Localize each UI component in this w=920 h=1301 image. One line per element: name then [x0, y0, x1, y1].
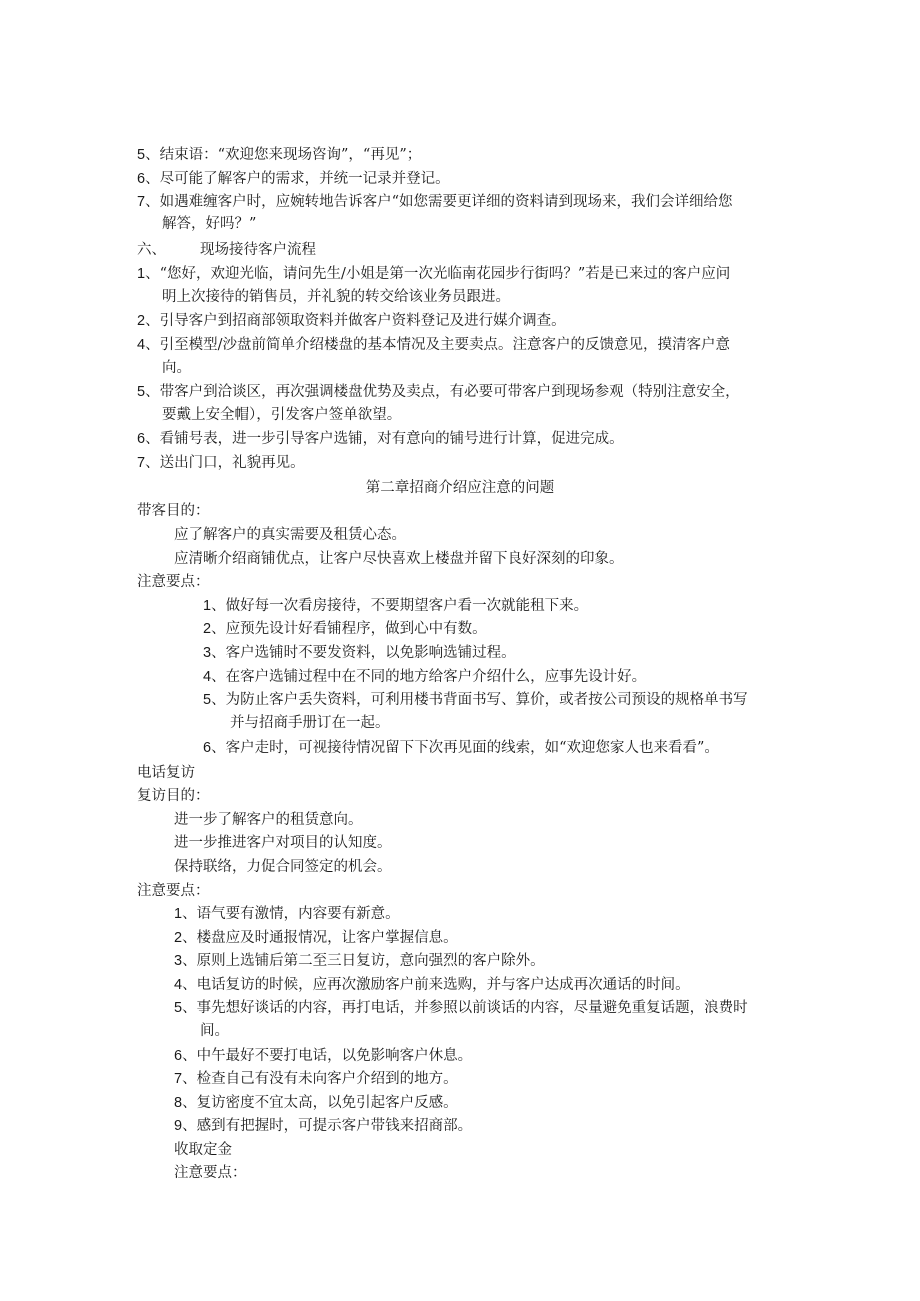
item-number: 7、	[174, 1071, 197, 1087]
item-number: 5、	[203, 692, 226, 708]
item-number: 5、	[174, 1000, 197, 1016]
list-item	[174, 998, 748, 1018]
item-text: 感到有把握时，可提示客户带钱来招商部。	[196, 1118, 473, 1134]
list-item	[137, 264, 730, 284]
chapter-title: 第二章招商介绍应注意的问题	[365, 480, 555, 496]
item-text: 事先想好谈话的内容，再打电话，并参照以前谈话的内容，尽量避免重复话题，浪费时	[196, 1000, 748, 1016]
item-number: 2、	[203, 621, 226, 637]
purpose-label: 复访目的：	[137, 788, 210, 804]
item-number: 5、	[137, 384, 160, 400]
list-item	[203, 619, 487, 639]
item-text: 客户走时，可视接待情况留下下次再见面的线索，如“欢迎您家人也来看看”。	[225, 740, 719, 756]
item-number: 1、	[203, 598, 226, 614]
points-label: 注意要点：	[137, 883, 210, 899]
purpose-label: 带客目的：	[137, 503, 210, 519]
points-label: 注意要点：	[174, 1165, 247, 1181]
item-continuation: 向。	[162, 360, 191, 376]
list-item	[137, 192, 733, 212]
points-label: 注意要点：	[137, 574, 210, 590]
item-continuation: 要戴上安全帽），引发客户签单欲望。	[162, 407, 402, 423]
list-item	[137, 311, 566, 331]
item-text: 语气要有激情，内容要有新意。	[196, 906, 400, 922]
item-number: 1、	[174, 906, 197, 922]
list-item	[174, 928, 458, 948]
item-text: 复访密度不宜太高，以免引起客户反感。	[196, 1095, 458, 1111]
list-item	[174, 1093, 458, 1113]
list-item	[137, 453, 305, 473]
list-item	[174, 951, 545, 971]
item-number: 5、	[137, 147, 160, 163]
item-number: 6、	[174, 1048, 197, 1064]
item-number: 3、	[174, 953, 197, 969]
purpose-line: 应清晰介绍商铺优点，让客户尽快喜欢上楼盘并留下良好深刻的印象。	[174, 551, 624, 567]
item-text: 结束语：“欢迎您来现场咨询”，“再见”；	[159, 147, 422, 163]
purpose-line: 进一步推进客户对项目的认知度。	[174, 835, 392, 851]
item-text: 应预先设计好看铺程序，做到心中有数。	[225, 621, 487, 637]
item-text: “您好，欢迎光临，请问先生/小姐是第一次光临南花园步行街吗？”若是已来过的客户应问	[159, 266, 731, 282]
item-text: 带客户到洽谈区，再次强调楼盘优势及卖点，有必要可带客户到现场参观（特别注意安全，	[159, 384, 740, 400]
section-heading	[137, 240, 316, 260]
item-text: 引至模型/沙盘前简单介绍楼盘的基本情况及主要卖点。注意客户的反馈意见，摸清客户意	[159, 337, 730, 353]
purpose-line: 进一步了解客户的租赁意向。	[174, 812, 363, 828]
item-text: 如遇难缠客户时，应婉转地告诉客户“如您需要更详细的资料请到现场来，我们会详细给您	[159, 194, 733, 210]
item-text: 楼盘应及时通报情况，让客户掌握信息。	[196, 930, 458, 946]
list-item	[174, 1069, 458, 1089]
item-text: 引导客户到招商部领取资料并做客户资料登记及进行媒介调查。	[159, 313, 566, 329]
item-text: 在客户选铺过程中在不同的地方给客户介绍什么，应事先设计好。	[225, 669, 647, 685]
heading-text: 现场接待客户流程	[200, 242, 316, 258]
item-number: 1、	[137, 266, 160, 282]
purpose-line: 保持联络，力促合同签定的机会。	[174, 859, 392, 875]
item-number: 4、	[174, 977, 197, 993]
item-text: 尽可能了解客户的需求，并统一记录并登记。	[159, 171, 450, 187]
item-text: 为防止客户丢失资料，可利用楼书背面书写、算价，或者按公司预设的规格单书写	[225, 692, 748, 708]
item-text: 检查自己有没有未向客户介绍到的地方。	[196, 1071, 458, 1087]
item-number: 2、	[174, 930, 197, 946]
section-title: 收取定金	[174, 1142, 232, 1158]
item-number: 9、	[174, 1118, 197, 1134]
list-item	[137, 429, 624, 449]
section-title: 电话复访	[137, 765, 195, 781]
list-item	[174, 975, 690, 995]
item-number: 6、	[203, 740, 226, 756]
item-text: 电话复访的时候，应再次激励客户前来选购，并与客户达成再次通话的时间。	[196, 977, 690, 993]
list-item	[203, 690, 748, 710]
item-number: 7、	[137, 455, 160, 471]
item-text: 送出门口，礼貌再见。	[159, 455, 305, 471]
item-number: 6、	[137, 171, 160, 187]
purpose-line: 应了解客户的真实需要及租赁心态。	[174, 527, 406, 543]
list-item	[137, 169, 450, 189]
list-item	[203, 667, 646, 687]
list-item	[174, 1116, 472, 1136]
heading-number: 六、	[137, 242, 166, 258]
item-text: 做好每一次看房接待，不要期望客户看一次就能租下来。	[225, 598, 589, 614]
list-item	[137, 335, 730, 355]
item-number: 7、	[137, 194, 160, 210]
list-item	[203, 643, 516, 663]
item-text: 客户选铺时不要发资料，以免影响选铺过程。	[225, 645, 516, 661]
item-continuation: 明上次接待的销售员，并礼貌的转交给该业务员跟进。	[162, 289, 510, 305]
item-number: 6、	[137, 431, 160, 447]
list-item	[203, 738, 719, 758]
item-number: 4、	[203, 669, 226, 685]
list-item	[203, 596, 588, 616]
list-item	[174, 1046, 472, 1066]
item-number: 4、	[137, 337, 160, 353]
item-number: 8、	[174, 1095, 197, 1111]
item-text: 看铺号表，进一步引导客户选铺，对有意向的铺号进行计算，促进完成。	[159, 431, 624, 447]
item-continuation: 解答，好吗？”	[162, 216, 257, 232]
item-number: 3、	[203, 645, 226, 661]
item-continuation: 间。	[200, 1023, 229, 1039]
item-number: 2、	[137, 313, 160, 329]
list-item	[137, 382, 740, 402]
item-continuation: 并与招商手册订在一起。	[230, 715, 390, 731]
list-item	[137, 145, 421, 165]
item-text: 原则上选铺后第二至三日复访，意向强烈的客户除外。	[196, 953, 545, 969]
item-text: 中午最好不要打电话，以免影响客户休息。	[196, 1048, 473, 1064]
list-item	[174, 904, 400, 924]
